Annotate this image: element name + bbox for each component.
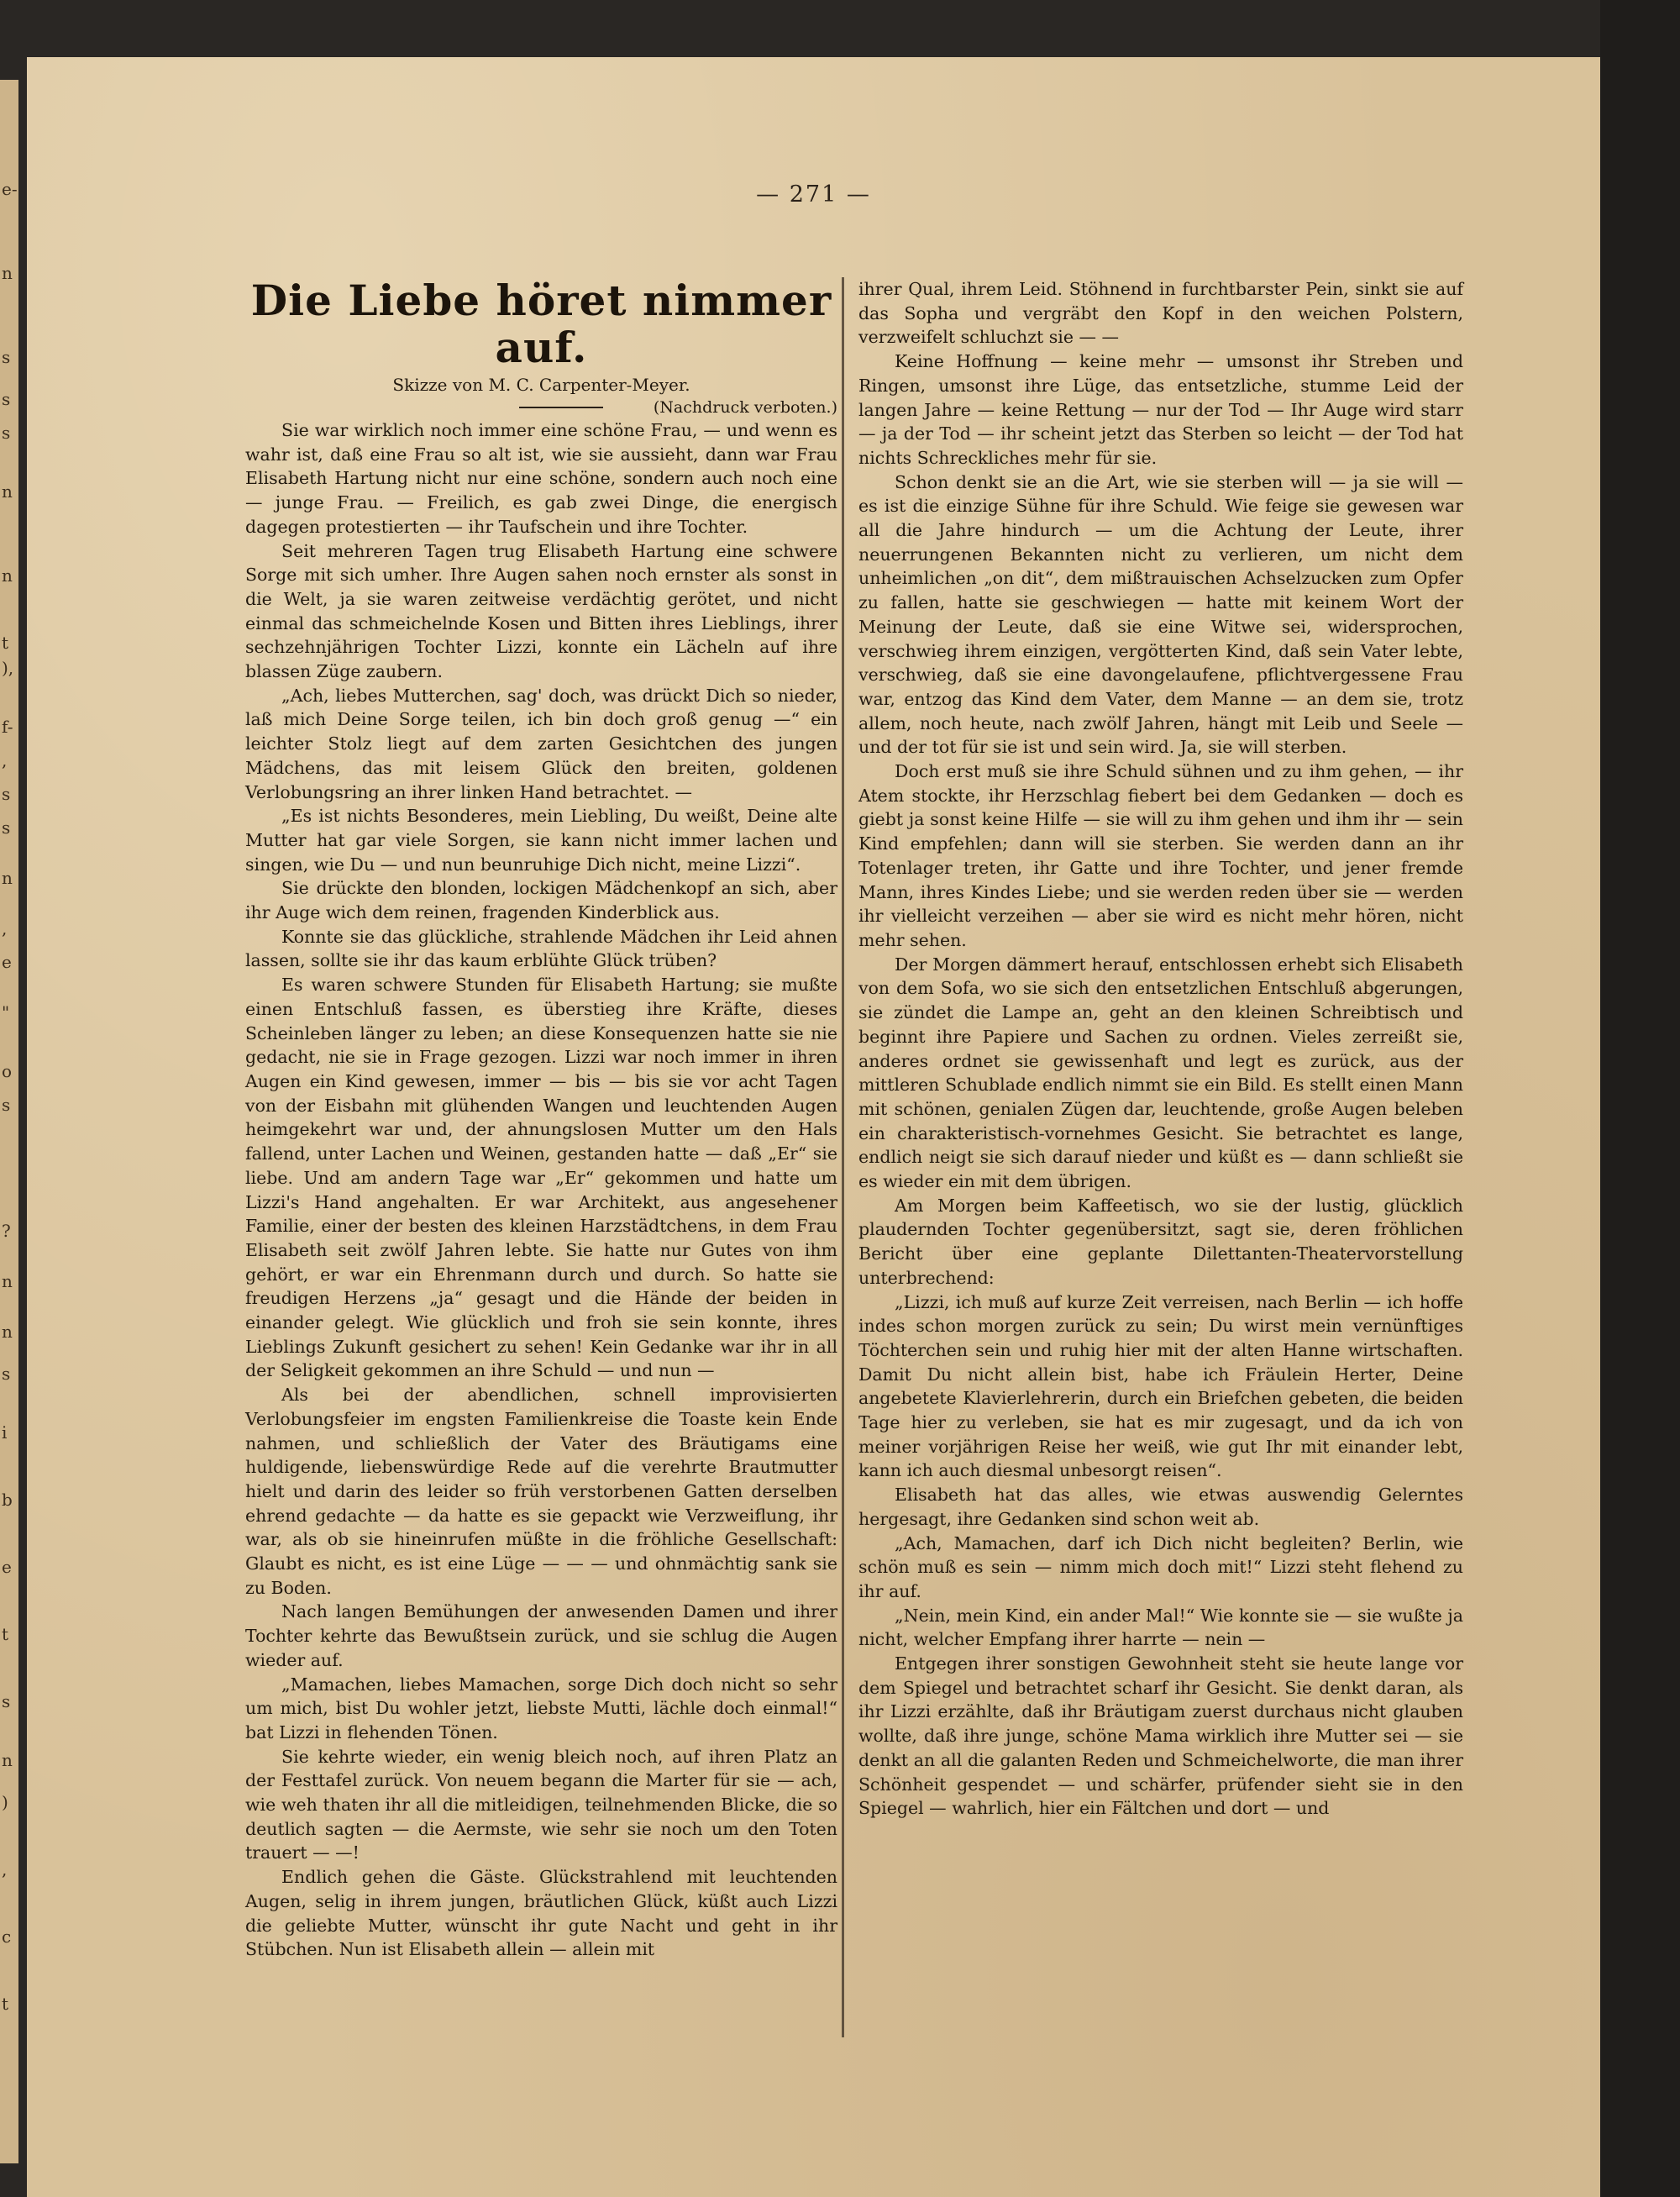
paragraph: Schon denkt sie an die Art, wie sie sterben will — ja sie will — es ist die einzige Sühne für ihre Schuld. Wie feige sie gewesen war all die Jahre hindurch — um die Achtung der Leute, ihrer neuerrungenen Bekannten nicht zu verlieren, um nicht dem unheimlichen „on dit“, dem mißtrauischen Achselzucken zum Opfer zu fallen, hatte sie geschwiegen — hatte mit keinem Wort der Meinung der Leute, daß sie eine Witwe sei, widersprochen, verschwieg ihrem einzigen, vergötterten Kind, daß sein Vater lebte, verschwieg, daß sie eine davongelaufene, pflichtvergessene Frau war, entzog das Kind dem Vater, dem Manne — an dem sie, trotz allem, noch heute, nach zwölf Jahren, hängt mit Leib und Seele — und der tot für sie ist und sein wird. Ja, sie will sterben. — [858, 471, 1463, 758]
paragraph: Am Morgen beim Kaffeetisch, wo sie der lustig, glücklich plaudernden Tochter gegenübersitzt, sagt sie, deren fröhlichen Bericht über eine geplante Dilettanten-Theatervorstellung unterbrechend: — [858, 1195, 1463, 1288]
paragraph: Der Morgen dämmert herauf, entschlossen erhebt sich Elisabeth von dem Sofa, wo sie sich den entsetzlichen Entschluß abgerungen, sie zündet die Lampe an, geht an den kleinen Schreibtisch und beginnt ihre Papiere und Sachen zu ordnen. Vieles zerreißt sie, anderes ordnet sie gewissenhaft und legt es zurück, aus der mittleren Schublade endlich nimmt sie ein Bild. Es stellt einen Mann mit schönen, genialen Zügen dar, leuchtende, große Augen beleben ein charakteristisch-vornehmes Gesicht. Sie betrachtet es lange, endlich neigt sie sich darauf nieder und küßt es — dann schließt sie es wieder ein mit dem übrigen. — [858, 954, 1463, 1192]
previous-page-glyph: e — [2, 1557, 12, 1577]
previous-page-glyph: e- — [2, 179, 18, 199]
previous-page-glyph: " — [2, 1002, 10, 1022]
horizontal-rule — [519, 407, 603, 408]
paragraph: Sie drückte den blonden, lockigen Mädchenkopf an sich, aber ihr Auge wich dem reinen, fragenden Kinderblick aus. — [245, 878, 837, 923]
previous-page-glyph: n — [2, 565, 13, 586]
previous-page-glyph: c — [2, 1926, 12, 1947]
previous-page-glyph: s — [2, 1095, 11, 1115]
page-number: — 271 — — [756, 181, 871, 208]
previous-page-glyph: n — [2, 1271, 13, 1291]
previous-page-glyph: n — [2, 1322, 13, 1342]
previous-page-glyph: n — [2, 1750, 13, 1770]
right-column-body — [858, 277, 1463, 1821]
previous-page-edge — [0, 80, 18, 2163]
paragraph: „Mamachen, liebes Mamachen, sorge Dich doch nicht so sehr um mich, bist Du wohler jetzt, liebste Mutti, lächle doch einmal!“ bat Lizzi in flehenden Tönen. — [245, 1674, 837, 1742]
previous-page-glyph: s — [2, 1691, 11, 1711]
previous-page-glyph: b — [2, 1490, 13, 1510]
column-right — [858, 277, 1463, 1821]
previous-page-glyph: , — [2, 1859, 8, 1879]
previous-page-glyph: s — [2, 817, 11, 838]
paragraph: „Nein, mein Kind, ein ander Mal!“ Wie konnte sie — sie wußte ja nicht, welcher Empfang ihrer harrte — nein — — [858, 1605, 1463, 1650]
paragraph: Endlich gehen die Gäste. Glückstrahlend mit leuchtenden Augen, selig in ihrem jungen, bräutlichen Glück, küßt auch Lizzi die geliebte Mutter, wünscht ihr gute Nacht und geht in ihr Stübchen. Nun ist Elisabeth allein — allein mit — [245, 1867, 837, 1960]
previous-page-glyph: n — [2, 868, 13, 888]
reprint-note: (Nachdruck verboten.) — [653, 398, 837, 417]
previous-page-glyph: o — [2, 1061, 13, 1081]
previous-page-glyph: n — [2, 263, 13, 283]
paragraph: Als bei der abendlichen, schnell improvisierten Verlobungsfeier im engsten Familienkreise die Toaste kein Ende nahmen, und schließlich der Vater des Bräutigams eine huldigende, liebenswürdige Rede auf die verehrte Brautmutter hielt und darin des leider so früh verstorbenen Gatten derselben ehrend gedachte — da hatte es sie gepackt wie Verzweiflung, ihr war, als ob sie hineinrufen müßte in die fröhliche Gesellschaft: Glaubt es nicht, es ist eine Lüge — — — und ohnmächtig sank sie zu Boden. — [245, 1385, 837, 1598]
previous-page-glyph: t — [2, 633, 9, 653]
previous-page-glyph: s — [2, 389, 11, 409]
paragraph: Seit mehreren Tagen trug Elisabeth Hartung eine schwere Sorge mit sich umher. Ihre Augen sahen noch ernster als sonst in die Welt, ja sie waren zeitweise verdächtig gerötet, und nicht einmal das schmeichelnde Kosen und Bitten ihres Lieblings, ihrer sechzehnjährigen Tochter Lizzi, konnte ein Lächeln auf ihre blassen Züge zaubern. — [245, 540, 837, 682]
previous-page-glyph: n — [2, 481, 13, 502]
scan-background — [1600, 0, 1680, 2197]
column-divider — [842, 277, 844, 2037]
paragraph: Doch erst muß sie ihre Schuld sühnen und zu ihm gehen, — ihr Atem stockte, ihr Herzschlag fiebert bei dem Gedanken — doch es giebt ja sonst keine Hilfe — sie will zu ihm gehen und ihm ihr — sein Kind empfehlen; dann will sie sterben. Sie werden dann an ihr Totenlager treten, ihr Gatte und ihre Tochter, und jener fremde Mann, ihres Kindes Liebe; und sie werden reden über sie — werden ihr vielleicht verzeihen — aber sie wird es nicht mehr hören, nicht mehr sehen. — [858, 761, 1463, 950]
paragraph: Elisabeth hat das alles, wie etwas auswendig Gelerntes hergesagt, ihre Gedanken sind schon weit ab. — [858, 1485, 1463, 1529]
previous-page-glyph: s — [2, 423, 11, 443]
previous-page-glyph: f- — [2, 717, 13, 737]
paragraph: „Es ist nichts Besonderes, mein Liebling, Du weißt, Deine alte Mutter hat gar viele Sorgen, sie kann nicht immer lachen und singen, wie Du — und nun beunruhige Dich nicht, meine Lizzi“. — [245, 806, 837, 875]
paragraph: „Lizzi, ich muß auf kurze Zeit verreisen, nach Berlin — ich hoffe indes schon morgen zurück zu sein; Du wirst mein vernünftiges Töchterchen sein und ruhig hier mit der alten Hanne wirtschaften. Damit Du nicht allein bist, habe ich Fräulein Herter, Deine angebetete Klavierlehrerin, durch ein Briefchen gebeten, die beiden Tage hier zu verleben, sie hat es mir zugesagt, und da ich von meiner vorjährigen Reise her weiß, wie gut Ihr mit einander lebt, kann ich auch diesmal unbesorgt reisen“. — [858, 1291, 1463, 1481]
previous-page-glyph: e — [2, 952, 12, 972]
paragraph: ihrer Qual, ihrem Leid. Stöhnend in furchtbarster Pein, sinkt sie auf das Sopha und vergräbt den Kopf in den weichen Polstern, verzweifelt schluchzt sie — — — [858, 279, 1463, 348]
previous-page-glyph: ? — [2, 1221, 11, 1241]
reprint-note-line — [245, 397, 837, 418]
previous-page-text-fragments — [0, 80, 18, 2163]
previous-page-glyph: ), — [2, 658, 14, 678]
paragraph: Sie kehrte wieder, ein wenig bleich noch, auf ihren Platz an der Festtafel zurück. Von neuem begann die Marter für sie — ach, wie weh thaten ihr all die mitleidigen, teilnehmenden Blicke, die so deutlich sagten — die Aermste, wie sehr sie noch um den Toten trauert — —! — [245, 1746, 837, 1863]
paragraph: Keine Hoffnung — keine mehr — umsonst ihr Streben und Ringen, umsonst ihre Lüge, das entsetzliche, stumme Leid der langen Jahre — keine Rettung — nur der Tod — Ihr Auge wird starr — ja der Tod — ihr scheint jetzt das Sterben so leicht — der Tod hat nichts Schreckliches mehr für sie. — [858, 351, 1463, 468]
previous-page-glyph: , — [2, 918, 8, 938]
paragraph: Konnte sie das glückliche, strahlende Mädchen ihr Leid ahnen lassen, sollte sie ihr das kaum erblühte Glück trüben? — [245, 926, 837, 971]
paragraph: „Ach, liebes Mutterchen, sag' doch, was drückt Dich so nieder, laß mich Deine Sorge teilen, ich bin doch groß genug —“ ein leichter Stolz liegt auf dem zarten Gesichtchen des jungen Mädchens, das mit leisem Glück den breiten, goldenen Verlobungsring an ihrer linken Hand betrachtet. — — [245, 685, 837, 802]
left-column-body — [245, 418, 837, 1962]
column-left — [245, 277, 837, 1962]
article-title: Die Liebe höret nimmer auf. — [250, 276, 832, 372]
previous-page-glyph: s — [2, 1364, 11, 1384]
paragraph: Sie war wirklich noch immer eine schöne Frau, — und wenn es wahr ist, daß eine Frau so alt ist, wie sie aussieht, dann war Frau Elisabeth Hartung nicht nur eine schöne, sondern auch noch eine — junge Frau. — Freilich, es gab zwei Dinge, die energisch dagegen protestierten — ihr Taufschein und ihre Tochter. — [245, 420, 837, 537]
previous-page-glyph: s — [2, 784, 11, 804]
paragraph: Entgegen ihrer sonstigen Gewohnheit steht sie heute lange vor dem Spiegel und betrachtet scharf ihr Gesicht. Sie denkt daran, als ihr Lizzi erzählte, daß ihr Bräutigam zuerst durchaus nicht glauben wollte, daß ihre junge, schöne Mama wirklich ihre Mutter sei — sie denkt an all die galanten Reden und Schmeichelworte, die man ihrer Schönheit gespendet — und schärfer, prüfender sieht sie in den Spiegel — wahrlich, hier ein Fältchen und dort — und — [858, 1653, 1463, 1819]
paragraph: „Ach, Mamachen, darf ich Dich nicht begleiten? Berlin, wie schön muß es sein — nimm mich doch mit!“ Lizzi steht flehend zu ihr auf. — [858, 1532, 1463, 1601]
article-subtitle: Skizze von M. C. Carpenter-Meyer. — [392, 375, 690, 395]
previous-page-glyph: i — [2, 1422, 8, 1443]
paragraph: Es waren schwere Stunden für Elisabeth Hartung; sie mußte einen Entschluß fassen, es überstieg ihre Kräfte, dieses Scheinleben länger zu leben; an diese Konsequenzen hatte sie nie gedacht, nie sie in Frage gezogen. Lizzi war noch immer in ihren Augen ein Kind gewesen, immer — bis — bis sie vor acht Tagen von der Eisbahn mit glühenden Wangen und leuchtenden Augen heimgekehrt war und, der ahnungslosen Mutter um den Hals fallend, unter Lachen und Weinen, gestanden hatte — daß „Er“ sie liebe. Und am andern Tage war „Er“ gekommen und hatte um Lizzi's Hand angehalten. Er war Architekt, aus angesehener Familie, einer der besten des kleinen Harzstädtchens, in dem Frau Elisabeth seit zwölf Jahren lebte. Sie hatte nur Gutes von ihm gehört, er war ein Ehrenmann durch und durch. So hatte sie freudigen Herzens „ja“ gesagt und die Hände der beiden in einander gelegt. Wie glücklich und froh sie sein konnte, ihres Lieblings Zukunft gesichert zu sehen! Kein Gedanke war ihr in all der Seligkeit gekommen an ihre Schuld — und nun — — [245, 975, 837, 1381]
paragraph: Nach langen Bemühungen der anwesenden Damen und ihrer Tochter kehrte das Bewußtsein zurück, und sie schlug die Augen wieder auf. — [245, 1601, 837, 1670]
previous-page-glyph: , — [2, 750, 8, 770]
previous-page-glyph: ) — [2, 1792, 8, 1812]
previous-page-glyph: t — [2, 1624, 9, 1644]
previous-page-glyph: t — [2, 1994, 9, 2014]
previous-page-glyph: s — [2, 347, 11, 367]
newspaper-page — [27, 57, 1600, 2197]
